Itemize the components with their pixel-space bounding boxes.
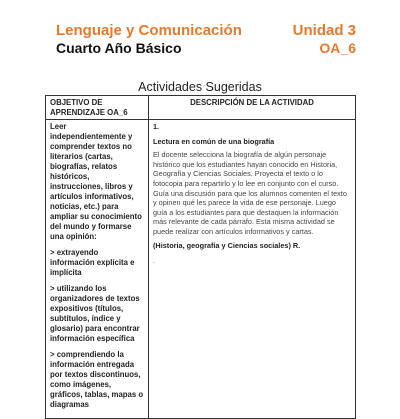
- table-row: [46, 120, 356, 419]
- oa-label: OA_6: [319, 40, 356, 56]
- subject-title: Lenguaje y Comunicación: [56, 22, 242, 39]
- objective-bullet: > comprendiendo la información entregada por textos discontinuos, como imágenes, gráficos, tablas, mapas o diagramas: [50, 350, 144, 409]
- trailing-dot: .: [153, 256, 156, 266]
- objective-cell: [46, 120, 149, 419]
- document-header: [56, 22, 356, 57]
- objective-bullet: > extrayendo información explícita e implícita: [50, 248, 135, 277]
- activities-table: [45, 95, 356, 419]
- activity-title: Lectura en común de una biografía: [153, 136, 275, 146]
- activity-number: 1.: [153, 122, 160, 131]
- unit-label: Unidad 3: [292, 22, 356, 39]
- activity-reference: (Historia, geografía y Ciencias sociales) R.: [153, 240, 301, 250]
- description-cell: [149, 120, 356, 419]
- grade-title: Cuarto Año Básico: [56, 40, 182, 56]
- objective-main: Leer independientemente y comprender textos no literarios (cartas, biografías, relatos históricos, instrucciones, libros y artículos informativos, noticias, etc.) para ampliar su conocimiento del mundo y formarse una opinión:: [50, 122, 142, 241]
- objective-bullet: > utilizando los organizadores de textos expositivos (títulos, subtítulos, índice y glosario) para encontrar información específica: [50, 284, 140, 343]
- section-title: Actividades Sugeridas: [138, 80, 262, 94]
- activity-description: El docente selecciona la biografía de algún personaje histórico que los estudiantes hayan conocido en Historia, Geografía y Ciencias Sociales. Proyecta el texto o lo fotocopia para repartirlo y lo lee en conjunto con el curso. Guía una discusión para que los alumnos comenten el texto y opinen qué les parece la vida de ese personaje. Luego guía a los estudiantes para que destaquen la información más relevante de cada párrafo. Esta misma actividad se puede realizar con artículos informativos y cartas.: [153, 150, 347, 236]
- description-column-header: DESCRIPCIÓN DE LA ACTIVIDAD: [149, 96, 356, 120]
- table-header-row: [46, 96, 356, 120]
- objective-column-header: OBJETIVO DE APRENDIZAJE OA_6: [46, 96, 149, 120]
